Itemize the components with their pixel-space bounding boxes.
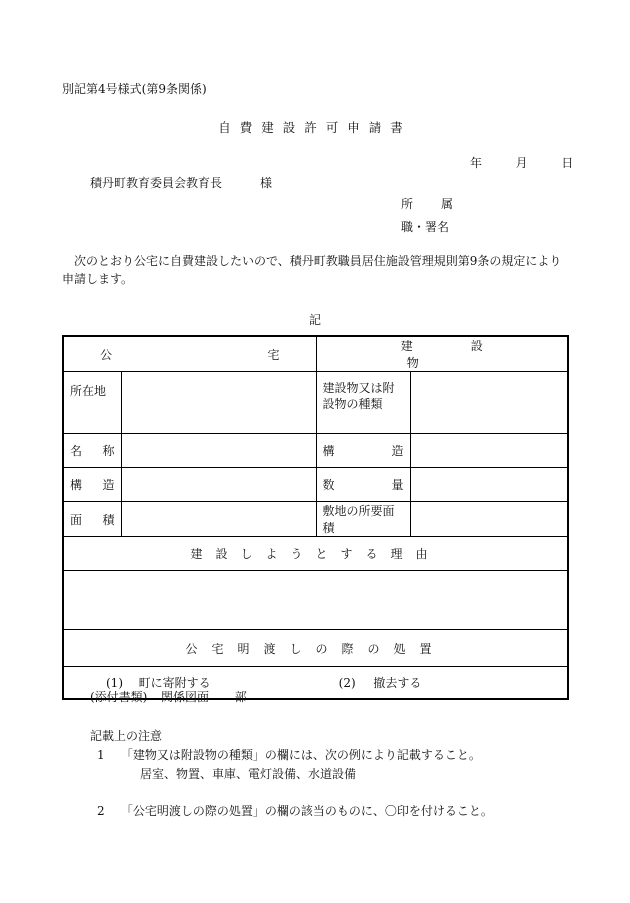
reason-header-row bbox=[63, 537, 568, 571]
honorific: 様 bbox=[260, 176, 273, 190]
ki-heading: 記 bbox=[308, 313, 321, 327]
document-title: 自費建設許可申請書 bbox=[218, 120, 412, 135]
addressee: 積丹町教育委員会教育長 bbox=[90, 176, 223, 190]
option-2-number: (2) bbox=[338, 676, 356, 690]
area-label-2: 積 bbox=[102, 512, 115, 527]
disposition-header-text: 公宅明渡しの際の処置 bbox=[185, 641, 446, 656]
request-text: 次のとおり公宅に自費建設したいので、積丹町教職員居住施設管理規則第9条の規定により申請します。 bbox=[62, 254, 562, 286]
location-label: 所在地 bbox=[63, 372, 121, 434]
house-structure-label-2: 造 bbox=[102, 478, 115, 492]
note-2-text: 「公宅明渡しの際の処置」の欄の該当のものに、〇印を付けること。 bbox=[120, 804, 493, 818]
attachments-item: 関係図面 bbox=[161, 690, 210, 704]
kotaku-header-2: 宅 bbox=[267, 347, 280, 362]
area-value[interactable] bbox=[121, 502, 316, 537]
house-structure-value[interactable] bbox=[121, 468, 316, 502]
note-1-example: 居室、物置、車庫、電灯設備、水道設備 bbox=[140, 767, 357, 781]
building-header-text: 建設物 bbox=[400, 339, 541, 370]
structure-value[interactable] bbox=[410, 434, 568, 468]
area-label bbox=[63, 502, 121, 537]
name-value[interactable] bbox=[121, 434, 316, 468]
area-label-1: 面 bbox=[70, 512, 83, 527]
site-area-label: 敷地の所要面積 bbox=[316, 502, 410, 537]
application-table bbox=[62, 335, 569, 700]
disposition-header bbox=[63, 630, 568, 667]
note-1 bbox=[97, 748, 481, 762]
table-row bbox=[63, 502, 568, 537]
quantity-label bbox=[316, 468, 410, 502]
location-value[interactable] bbox=[121, 372, 316, 434]
attachments-label: (添付書類) bbox=[90, 690, 148, 704]
option-2[interactable] bbox=[339, 674, 422, 691]
option-1[interactable] bbox=[106, 674, 211, 691]
note-1-text: 「建物又は附設物の種類」の欄には、次の例により記載すること。 bbox=[120, 748, 481, 762]
reason-value[interactable] bbox=[63, 571, 568, 630]
attachments-line bbox=[90, 690, 247, 704]
kotaku-header-1: 公 bbox=[100, 347, 113, 362]
reason-row bbox=[63, 571, 568, 630]
reason-header bbox=[63, 537, 568, 571]
attachments-unit: 部 bbox=[234, 690, 247, 704]
form-label: 別記第4号様式(第9条関係) bbox=[62, 82, 207, 96]
structure-label-2: 造 bbox=[391, 444, 404, 458]
date-month: 月 bbox=[515, 156, 528, 170]
disposition-header-row bbox=[63, 630, 568, 667]
affiliation-label-2: 属 bbox=[441, 197, 454, 211]
table-row bbox=[63, 434, 568, 468]
structure-label bbox=[316, 434, 410, 468]
house-structure-label bbox=[63, 468, 121, 502]
affiliation-label-1: 所 bbox=[401, 197, 414, 211]
date-line bbox=[470, 156, 573, 170]
notes-heading: 記載上の注意 bbox=[90, 729, 163, 743]
building-header bbox=[316, 336, 568, 372]
title-signature-label: 職・署名 bbox=[401, 220, 450, 234]
kotaku-header bbox=[63, 336, 316, 372]
note-2 bbox=[97, 804, 493, 818]
table-row bbox=[63, 468, 568, 502]
note-2-number: 2 bbox=[97, 804, 105, 818]
structure-label-1: 構 bbox=[322, 444, 335, 458]
date-day: 日 bbox=[561, 156, 574, 170]
date-year: 年 bbox=[470, 156, 483, 170]
option-1-number: (1) bbox=[106, 676, 123, 690]
option-2-text: 撤去する bbox=[373, 676, 422, 690]
reason-header-text: 建設しようとする理由 bbox=[190, 547, 441, 561]
site-area-value[interactable] bbox=[410, 502, 568, 537]
option-1-text: 町に寄附する bbox=[138, 676, 211, 690]
name-label-1: 名 bbox=[70, 444, 83, 458]
table-header-row bbox=[63, 336, 568, 372]
building-type-value[interactable] bbox=[410, 372, 568, 434]
name-label-2: 称 bbox=[102, 444, 115, 458]
affiliation-label bbox=[401, 197, 453, 211]
table-row bbox=[63, 372, 568, 434]
building-type-label: 建設物又は附設物の種類 bbox=[316, 372, 410, 434]
quantity-value[interactable] bbox=[410, 468, 568, 502]
quantity-label-2: 量 bbox=[391, 478, 404, 492]
note-1-number: 1 bbox=[97, 748, 105, 762]
house-structure-label-1: 構 bbox=[70, 478, 83, 492]
name-label bbox=[63, 434, 121, 468]
quantity-label-1: 数 bbox=[322, 478, 335, 492]
